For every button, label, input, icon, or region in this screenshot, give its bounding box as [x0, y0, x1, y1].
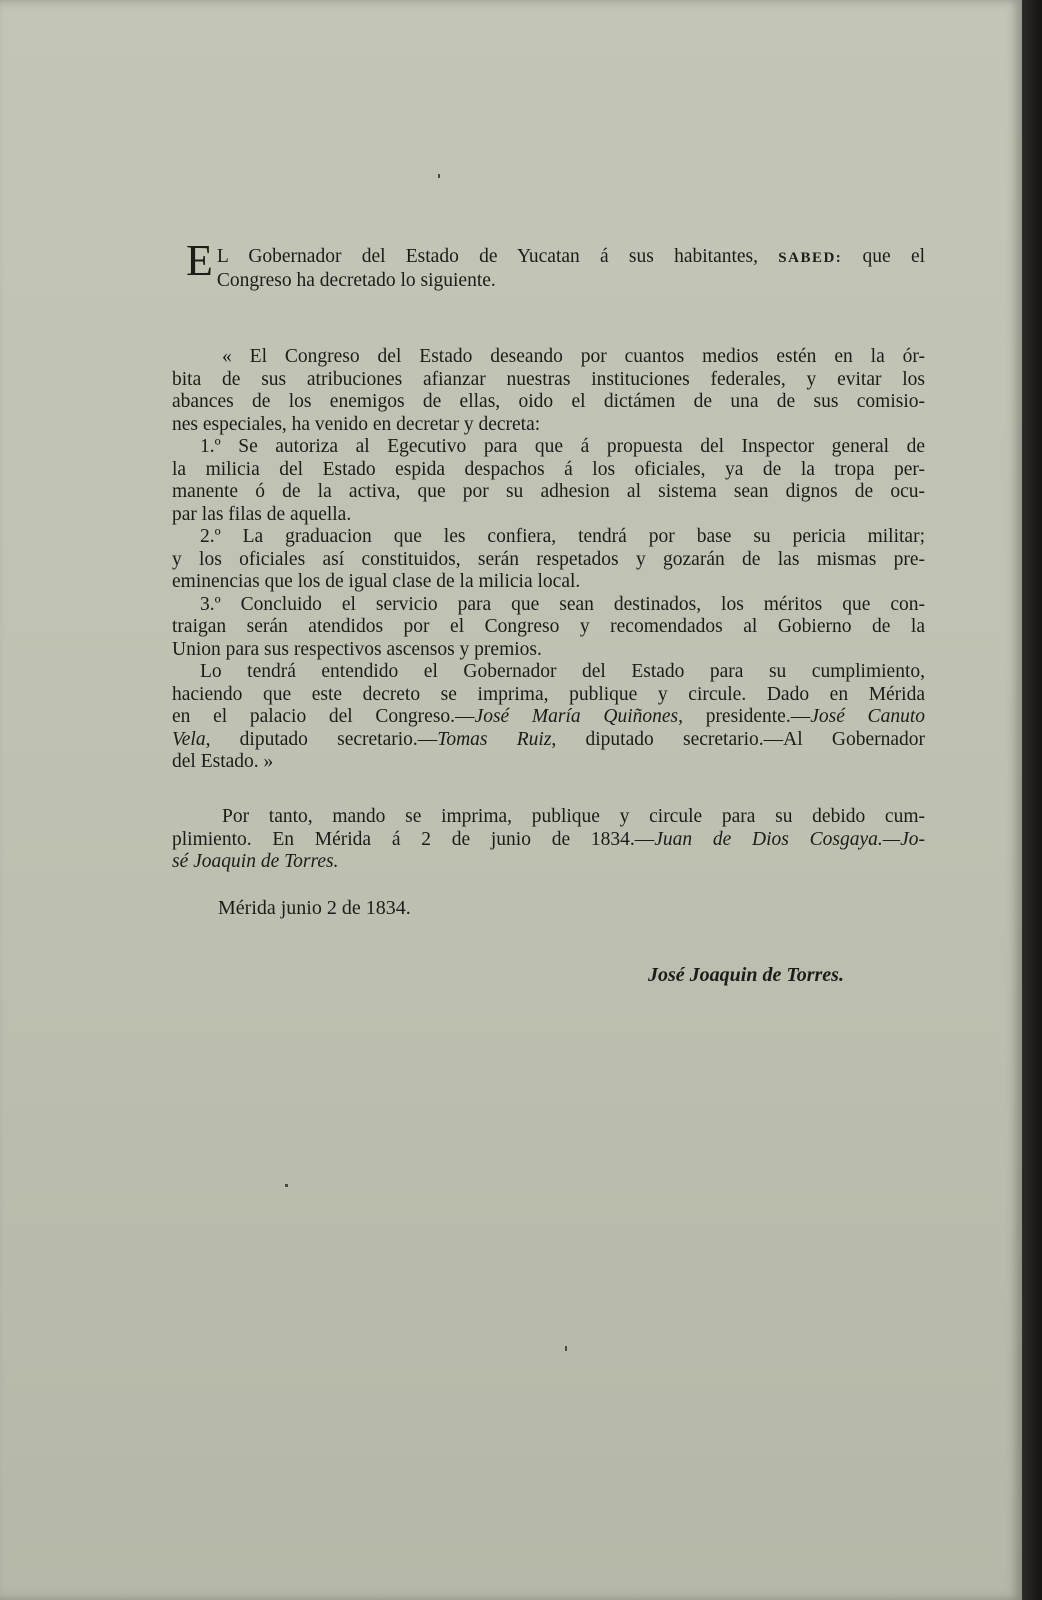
signatory-ruiz: Tomas Ruiz [437, 728, 552, 750]
decree-line: la milicia del Estado espida despachos á los oficiales, ya de la tropa per- [172, 458, 925, 480]
decree-line: haciendo que este decreto se imprima, publique y circule. Dado en Mérida [172, 683, 925, 705]
intro-paragraph [172, 236, 926, 292]
sabed-word: SABED: [778, 250, 843, 266]
decree-line: bita de sus atribuciones afianzar nuestras instituciones federales, y evitar los [172, 368, 925, 390]
decree-text [172, 346, 925, 774]
decree-line: del Estado. » [172, 751, 274, 772]
article-3-line: 3.º Concluido el servicio para que sean destinados, los méritos que con- [200, 593, 925, 615]
decree-line: Union para sus respectivos ascensos y premios. [172, 638, 542, 660]
paper-speck [438, 174, 440, 178]
intro-line-2: Congreso ha decretado lo siguiente. [216, 269, 496, 291]
closing-line: Por tanto, mando se imprima, publique y circule para su debido cum- [222, 806, 925, 827]
closing-line: plimiento. En Mérida á 2 de junio de 1834.—Juan de Dios Cosgaya.—Jo- [172, 828, 926, 850]
signatory-vela: José Canuto [810, 706, 925, 727]
decree-line: en el palacio del Congreso.—José María Quiñones, presidente.—José Canuto [172, 706, 925, 727]
decree-line: « El Congreso del Estado deseando por cuantos medios estén en la ór- [222, 346, 925, 367]
signature: José Joaquin de Torres. [648, 964, 844, 986]
document-date: Mérida junio 2 de 1834. [218, 897, 411, 919]
paper-speck [285, 1184, 288, 1187]
drop-cap: E [186, 236, 213, 285]
closing-paragraph [172, 806, 925, 874]
article-1-line: 1.º Se autoriza al Egecutivo para que á propuesta del Inspector general de [200, 436, 925, 457]
signatory-quinones: José María Quiñones [474, 706, 679, 727]
decree-line: Lo tendrá entendido el Gobernador del Estado para su cumplimiento, [200, 661, 925, 682]
decree-line: y los oficiales así constituidos, serán respetados y gozarán de las mismas pre- [172, 548, 925, 570]
decree-line: eminencias que los de igual clase de la milicia local. [172, 571, 581, 592]
signatory-cosgaya: Juan de Dios Cosgaya.—Jo- [654, 828, 926, 850]
decree-line: par las filas de aquella. [172, 503, 352, 525]
article-2-line: 2.º La graduacion que les confiera, tendrá por base su pericia militar; [200, 526, 925, 547]
intro-line-1: L Gobernador del Estado de Yucatan á sus habitantes, SABED: que el [216, 246, 926, 267]
decree-line: manente ó de la activa, que por su adhesion al sistema sean dignos de ocu- [172, 481, 925, 502]
decree-line: traigan serán atendidos por el Congreso y recomendados al Gobierno de la [172, 616, 925, 637]
decree-line: nes especiales, ha venido en decretar y decreta: [172, 413, 541, 435]
decree-line: abances de los enemigos de ellas, oido el dictámen de una de sus comisio- [172, 391, 925, 412]
page-edge [1022, 0, 1042, 1600]
decree-line: Vela, diputado secretario.—Tomas Ruiz, diputado secretario.—Al Gobernador [172, 728, 925, 750]
closing-line: sé Joaquin de Torres. [172, 851, 339, 872]
paper-speck [565, 1346, 567, 1351]
